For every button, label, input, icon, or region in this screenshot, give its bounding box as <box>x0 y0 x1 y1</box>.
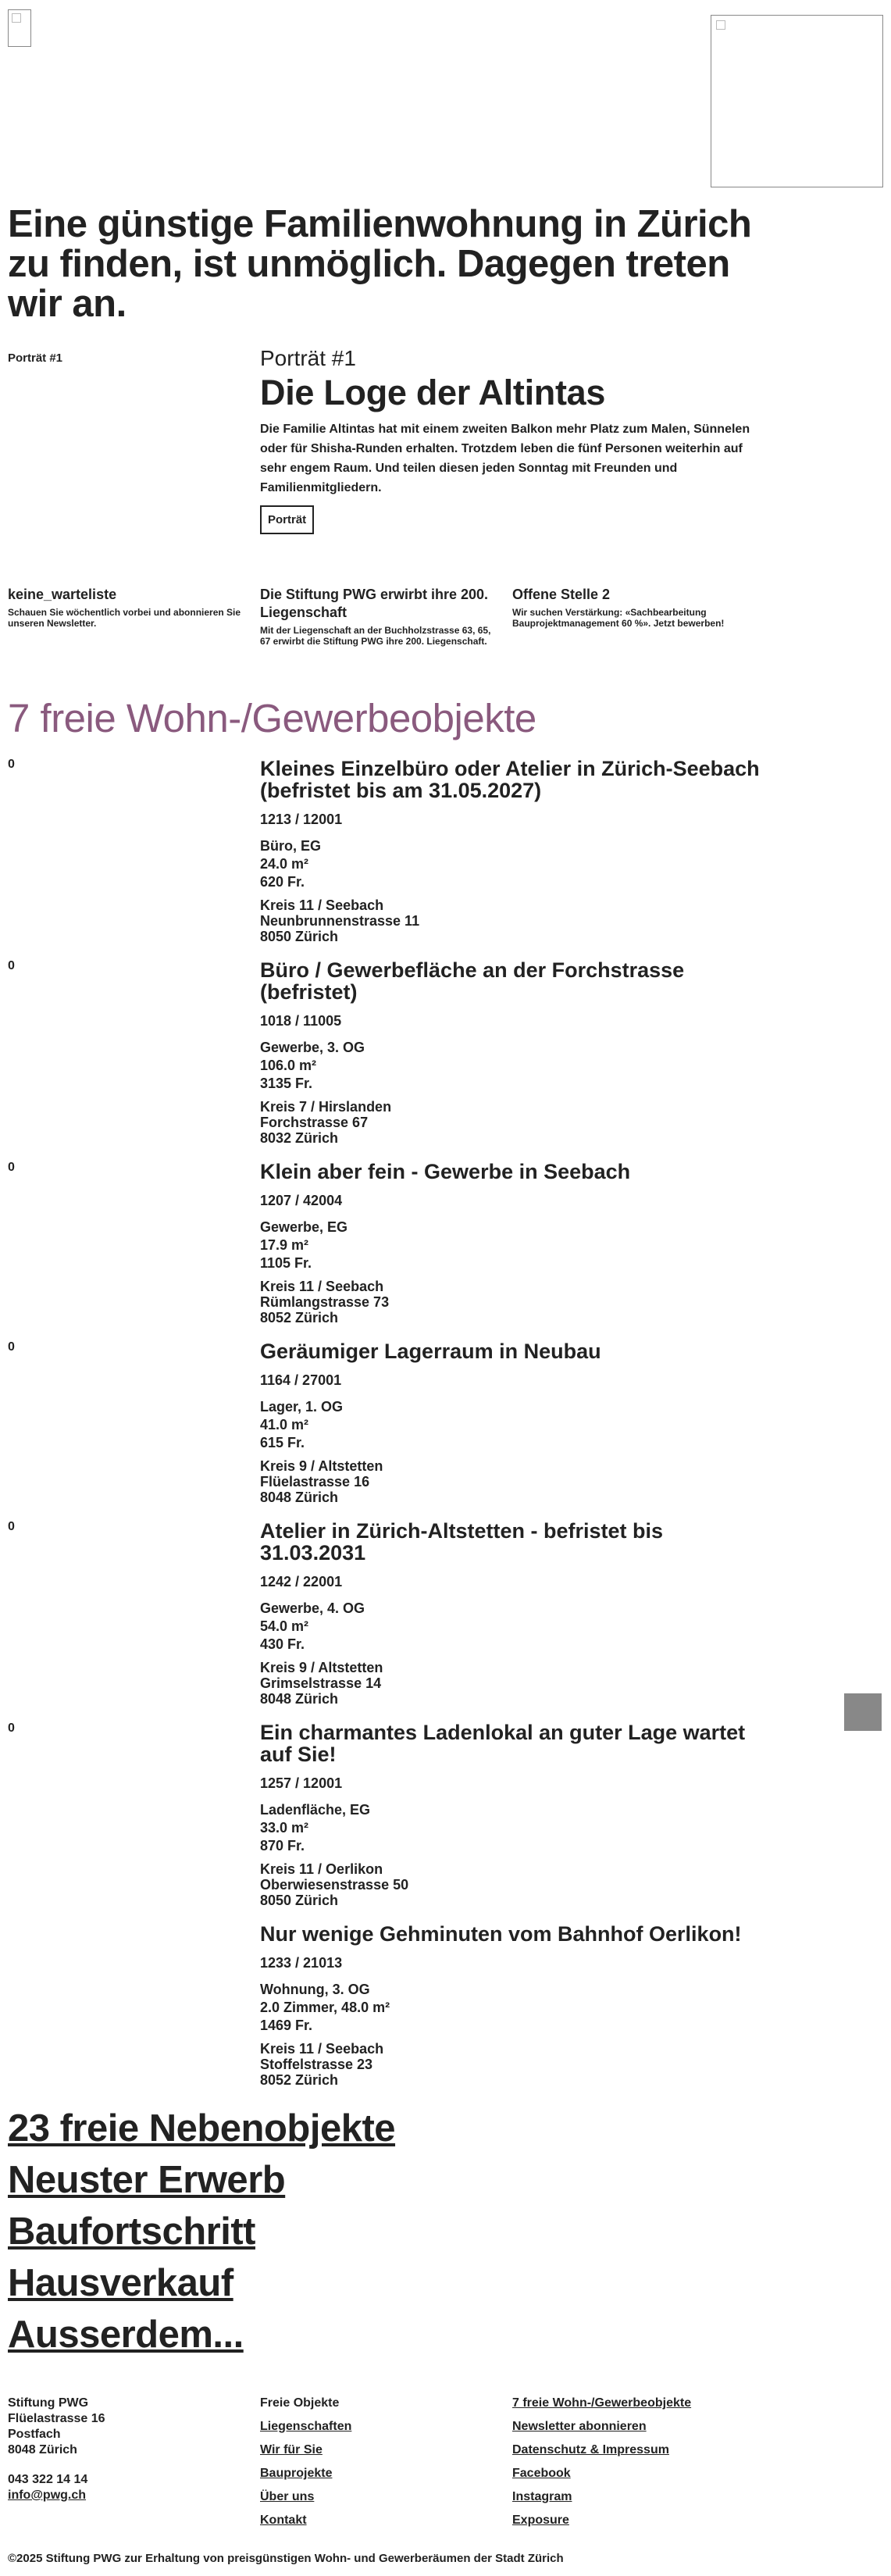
object-number: 1257 / 12001 <box>260 1775 343 1791</box>
object-number: 1213 / 12001 <box>260 812 343 827</box>
object-price: 620 Fr. <box>260 874 305 890</box>
object-city: 8050 Zürich <box>260 929 339 944</box>
object-district: Kreis 11 / Seebach <box>260 897 384 913</box>
news-description: Schauen Sie wöchentlich vorbei und abonnieren Sie unseren Newsletter. <box>8 607 241 629</box>
object-number: 1164 / 27001 <box>260 1372 342 1388</box>
object-counter: 0 <box>8 1161 15 1174</box>
portrait-label: Porträt #1 <box>8 351 63 365</box>
portrait-title[interactable]: Die Loge der Altintas <box>260 373 606 412</box>
broken-image-icon <box>12 13 21 23</box>
object-street: Stoffelstrasse 23 <box>260 2057 373 2072</box>
object-area: 41.0 m² <box>260 1417 309 1432</box>
footer-link-wir-fuer-sie[interactable]: Wir für Sie <box>260 2443 323 2456</box>
news-description: Mit der Liegenschaft an der Buchholzstrasse 63, 65, 67 erwirbt die Stiftung PWG ihre 200. Liegenschaft. <box>260 625 491 647</box>
object-price: 3135 Fr. <box>260 1076 313 1091</box>
object-title[interactable]: Geräumiger Lagerraum in Neubau <box>260 1340 601 1363</box>
portrait-teaser <box>260 346 752 534</box>
link-neuster-erwerb[interactable]: Neuster Erwerb <box>8 2159 286 2201</box>
news-item[interactable] <box>8 586 250 629</box>
footer-link-kontakt[interactable]: Kontakt <box>260 2514 307 2527</box>
object-area: 17.9 m² <box>260 1237 309 1253</box>
object-counter: 0 <box>8 758 15 771</box>
footer-link-liegenschaften[interactable]: Liegenschaften <box>260 2420 352 2433</box>
news-item[interactable] <box>512 586 754 629</box>
object-street: Flüelastrasse 16 <box>260 1474 370 1490</box>
object-district: Kreis 9 / Altstetten <box>260 1458 383 1474</box>
object-type: Gewerbe, 3. OG <box>260 1040 365 1055</box>
news-item[interactable] <box>260 586 502 647</box>
footer-address <box>8 2396 105 2503</box>
portrait-text: Die Familie Altintas hat mit einem zweiten Balkon mehr Platz zum Malen, Sünnelen oder für Shisha-Runden erhalten. Trotzdem leben die fünf Personen weiterhin auf sehr engem Raum. Und teilen diesen jeden Sonntag mit Freunden und Familienmitgliedern. <box>260 423 750 494</box>
object-district: Kreis 7 / Hirslanden <box>260 1099 392 1115</box>
footer-link-freie-objekte[interactable]: Freie Objekte <box>260 2396 340 2410</box>
object-district: Kreis 11 / Seebach <box>260 1279 384 1294</box>
news-title[interactable]: Die Stiftung PWG erwirbt ihre 200. Liegenschaft <box>260 587 489 620</box>
footer-city: 8048 Zürich <box>8 2443 77 2456</box>
object-price: 615 Fr. <box>260 1435 305 1450</box>
object-city: 8032 Zürich <box>260 1130 339 1146</box>
footer-links <box>512 2396 691 2536</box>
footer-link-newsletter[interactable]: Newsletter abonnieren <box>512 2420 647 2433</box>
object-city: 8052 Zürich <box>260 2072 339 2088</box>
broken-image-icon <box>716 20 725 30</box>
footer-phone[interactable]: 043 322 14 14 <box>8 2473 88 2486</box>
object-city: 8052 Zürich <box>260 1310 339 1325</box>
object-area: 24.0 m² <box>260 856 309 872</box>
object-number: 1242 / 22001 <box>260 1574 343 1589</box>
object-street: Neunbrunnenstrasse 11 <box>260 913 420 929</box>
link-hausverkauf[interactable]: Hausverkauf <box>8 2262 233 2304</box>
footer-link-instagram[interactable]: Instagram <box>512 2490 572 2503</box>
link-ausserdem[interactable]: Ausserdem... <box>8 2314 244 2356</box>
object-price: 430 Fr. <box>260 1636 305 1652</box>
footer-link-exposure[interactable]: Exposure <box>512 2514 569 2527</box>
logo-image[interactable] <box>8 9 31 47</box>
object-street: Rümlangstrasse 73 <box>260 1294 390 1310</box>
object-counter: 0 <box>8 1340 15 1354</box>
object-type: Ladenfläche, EG <box>260 1802 371 1818</box>
object-title[interactable]: Klein aber fein - Gewerbe in Seebach <box>260 1160 631 1183</box>
objects-heading: 7 freie Wohn-/Gewerbeobjekte <box>8 696 536 740</box>
object-street: Grimselstrasse 14 <box>260 1675 382 1691</box>
object-price: 870 Fr. <box>260 1838 305 1854</box>
object-city: 8050 Zürich <box>260 1893 339 1908</box>
footer-street: Flüelastrasse 16 <box>8 2412 105 2425</box>
news-title[interactable]: Offene Stelle 2 <box>512 587 611 602</box>
object-city: 8048 Zürich <box>260 1490 339 1505</box>
object-title[interactable]: Kleines Einzelbüro oder Atelier in Zürich-Seebach (befristet bis am 31.05.2027) <box>260 757 760 802</box>
news-title[interactable]: keine_warteliste <box>8 587 117 602</box>
footer-org-name: Stiftung PWG <box>8 2396 89 2410</box>
footer-postbox: Postfach <box>8 2428 61 2441</box>
object-area: 33.0 m² <box>260 1820 309 1836</box>
object-type: Gewerbe, 4. OG <box>260 1600 365 1616</box>
object-price: 1105 Fr. <box>260 1255 312 1271</box>
object-district: Kreis 9 / Altstetten <box>260 1660 383 1675</box>
footer-copyright: ©2025 Stiftung PWG zur Erhaltung von preisgünstigen Wohn- und Gewerberäumen der Stadt Zürich <box>8 2552 564 2565</box>
footer-email[interactable]: info@pwg.ch <box>8 2489 87 2502</box>
object-number: 1207 / 42004 <box>260 1193 343 1208</box>
object-type: Lager, 1. OG <box>260 1399 344 1415</box>
footer-link-objekte[interactable]: 7 freie Wohn-/Gewerbeobjekte <box>512 2396 692 2410</box>
footer-link-bauprojekte[interactable]: Bauprojekte <box>260 2467 333 2480</box>
object-district: Kreis 11 / Oerlikon <box>260 1861 383 1877</box>
footer-link-ueber-uns[interactable]: Über uns <box>260 2490 315 2503</box>
page-headline: Eine günstige Familienwohnung in Zürich zu finden, ist unmöglich. Dagegen treten wir an. <box>8 203 752 325</box>
object-counter: 0 <box>8 1520 15 1533</box>
object-title[interactable]: Atelier in Zürich-Altstetten - befristet bis 31.03.2031 <box>260 1519 664 1565</box>
object-number: 1018 / 11005 <box>260 1013 342 1029</box>
hero-image <box>711 15 883 187</box>
object-title[interactable]: Ein charmantes Ladenlokal an guter Lage wartet auf Sie! <box>260 1721 746 1766</box>
footer-link-datenschutz[interactable]: Datenschutz & Impressum <box>512 2443 669 2456</box>
news-description: Wir suchen Verstärkung: «Sachbearbeitung Bauprojektmanagement 60 %». Jetzt bewerben! <box>512 607 725 629</box>
object-type: Gewerbe, EG <box>260 1219 348 1235</box>
object-street: Forchstrasse 67 <box>260 1115 369 1130</box>
object-counter: 0 <box>8 1721 15 1735</box>
object-area: 106.0 m² <box>260 1058 317 1073</box>
link-baufortschritt[interactable]: Baufortschritt <box>8 2210 255 2253</box>
object-city: 8048 Zürich <box>260 1691 339 1707</box>
object-title[interactable]: Nur wenige Gehminuten vom Bahnhof Oerlikon! <box>260 1922 742 1946</box>
scroll-to-top-button[interactable] <box>844 1693 882 1731</box>
footer-nav <box>260 2396 351 2536</box>
object-counter: 0 <box>8 959 15 972</box>
footer-link-facebook[interactable]: Facebook <box>512 2467 571 2480</box>
object-area: 2.0 Zimmer, 48.0 m² <box>260 2000 390 2015</box>
link-nebenobjekte[interactable]: 23 freie Nebenobjekte <box>8 2107 396 2150</box>
portrait-kicker: Porträt #1 <box>260 346 356 370</box>
section-links <box>8 2103 395 2360</box>
object-title[interactable]: Büro / Gewerbefläche an der Forchstrasse (befristet) <box>260 958 685 1004</box>
object-price: 1469 Fr. <box>260 2018 313 2033</box>
portrait-button[interactable]: Porträt <box>260 505 314 534</box>
object-type: Wohnung, 3. OG <box>260 1982 370 1997</box>
object-type: Büro, EG <box>260 838 322 854</box>
object-number: 1233 / 21013 <box>260 1955 343 1971</box>
object-area: 54.0 m² <box>260 1618 309 1634</box>
object-district: Kreis 11 / Seebach <box>260 2041 384 2057</box>
object-street: Oberwiesenstrasse 50 <box>260 1877 409 1893</box>
